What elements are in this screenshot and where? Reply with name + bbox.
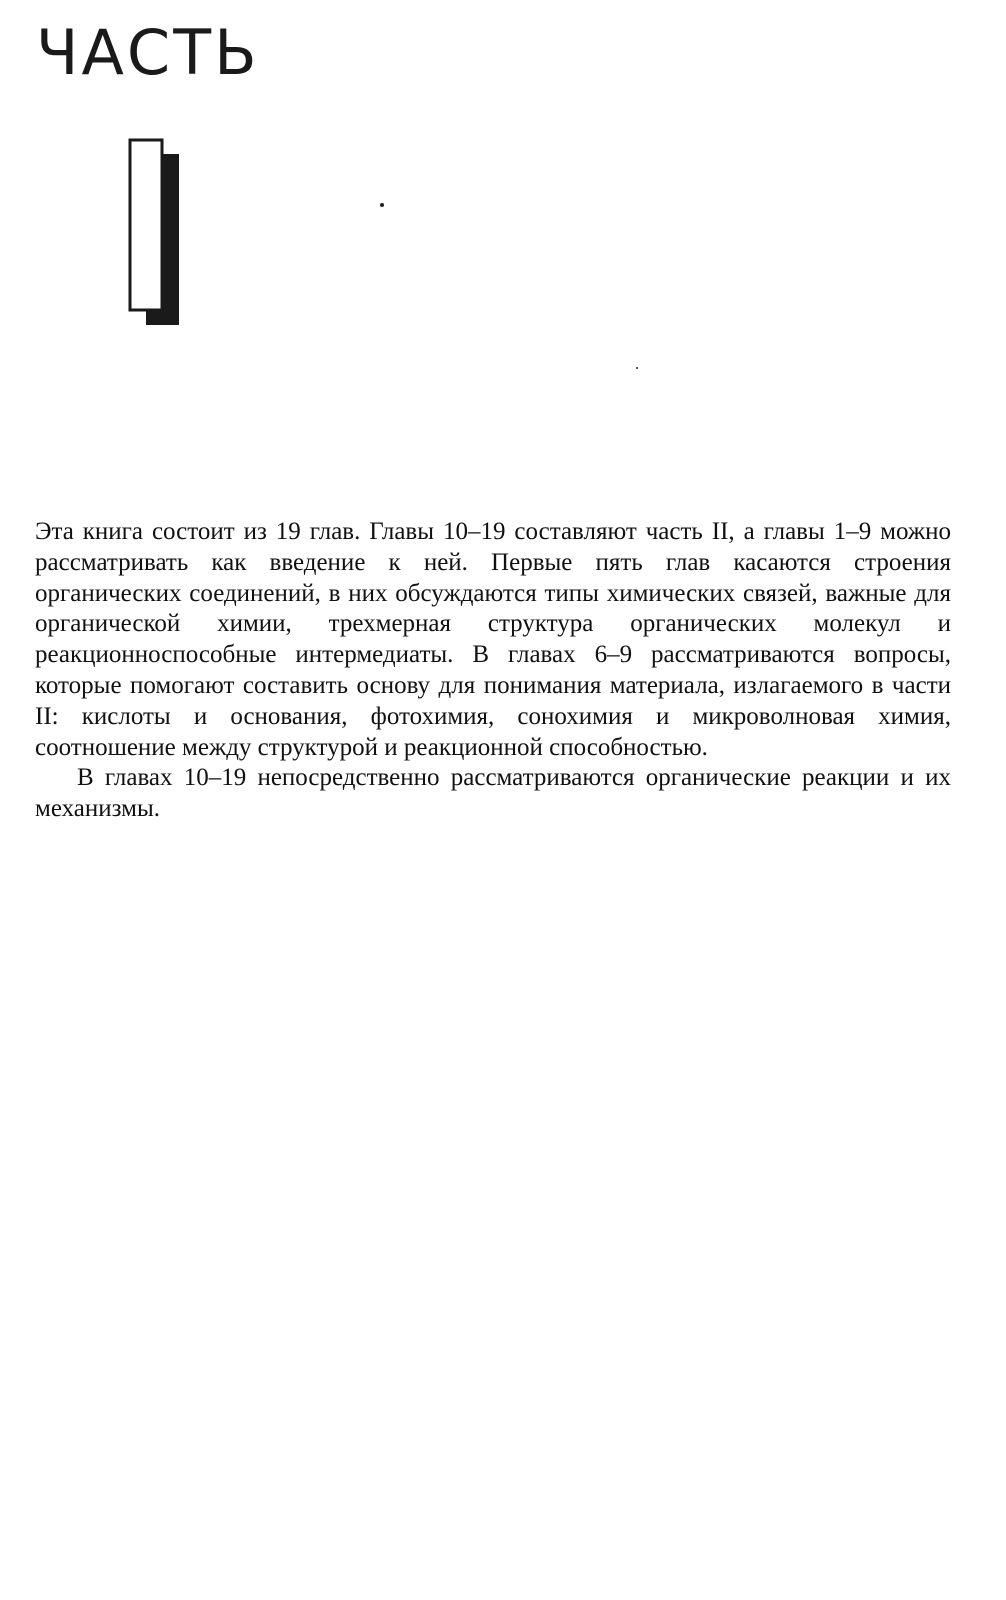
numeral-face xyxy=(130,140,162,310)
intro-text xyxy=(35,517,951,825)
paragraph-book-structure: Эта книга состоит из 19 глав. Главы 10–19 составляют часть II, а главы 1–9 можно рассматривать как введение к ней. Первые пять глав касаются строения органических соединений, в них обсуждаются типы химических связей, важные для органической химии, трехмерная структура органических молекул и реакционноспособные интермедиаты. В главах 6–9 рассматриваются вопросы, которые помогают составить основу для понимания материала, излагаемого в части II: кислоты и основания, фотохимия, сонохимия и микроволновая химия, соотношение между структурой и реакционной способностью. xyxy=(35,518,951,761)
paragraph-chapters-reactions: В главах 10–19 непосредственно рассматриваются органические реакции и их механизмы. xyxy=(35,764,951,823)
part-label: ЧАСТЬ xyxy=(36,16,260,89)
part-numeral-roman-one xyxy=(128,138,182,328)
print-speck xyxy=(380,203,384,207)
print-speck xyxy=(636,367,638,369)
